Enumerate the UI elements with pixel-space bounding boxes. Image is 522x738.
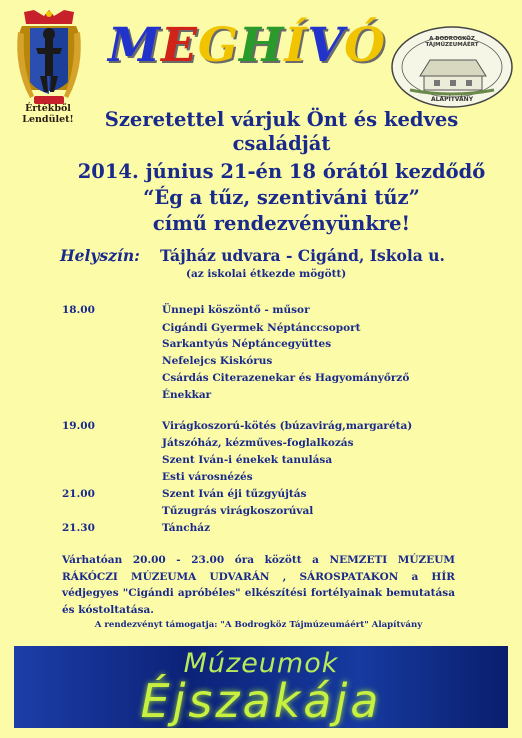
museums-night-banner [14,646,508,728]
location-value: Tájház udvara - Cigánd, Iskola u. [160,246,445,265]
invitation-title [108,18,388,82]
tasting-paragraph: Várhatóan 20.00 - 23.00 óra között a NEMZETI MÚZEUM RÁKÓCZI MÚZEUMA UDVARÁN , SÁROSPATAKON a HÍR védjegyes "Cigándi apróbéles" elkészítési fortélyainak bemutatása és kóstoltatása. [62,554,455,616]
title-letter: Í [284,18,308,73]
event-line: című rendezvényünkre! [152,212,411,235]
event-name: “Ég a tűz, szentiváni tűz” [143,186,420,209]
title-letter: M [108,18,162,73]
banner-top-text: Múzeumok [183,648,339,679]
program-time: 18.00 [62,304,95,316]
program-description: Énekkar [162,389,212,401]
location [60,246,445,265]
greeting-line-2: családját [232,132,331,155]
program-time: 19.00 [62,420,95,432]
program-description: Táncház [162,522,211,534]
program-time: 21.00 [62,488,95,500]
greeting-line-1: Szeretettel várjuk Önt és kedves [104,108,459,131]
program-description: Sarkantyús Néptáncegyüttes [162,338,332,350]
banner-bottom-text: Éjszakája [140,674,382,728]
title-letter: Ó [344,18,387,73]
program-description: Cigándi Gyermek Néptánccsoport [162,322,361,334]
program-description: Csárdás Citerazenekar és Hagyományőrző [162,372,410,384]
program-time: 21.30 [62,522,95,534]
title-letter: V [307,18,345,73]
program-description: Tűzugrás virágkoszorúval [162,505,314,517]
location-note: (az iskolai étkezde mögött) [186,268,347,280]
program-description: Szent Iván-i énekek tanulása [162,454,333,466]
title-letter: H [239,18,285,73]
program-description: Ünnepi köszöntő - műsor [162,304,310,316]
title-letter: G [197,18,239,73]
program-description: Nefelejcs Kiskórus [162,355,273,367]
location-label: Helyszín: [60,246,140,265]
program-description: Virágkoszorú-kötés (búzavirág,margaréta) [162,420,413,432]
title-letter: E [161,18,198,73]
program-description: Szent Iván éji tűzgyújtás [162,488,307,500]
stamp-text-top: A BODROGKÖZ TÁJMÚZEUMÁÉRT [425,36,479,48]
stamp-text-bottom: ALAPÍTVÁNY [430,96,474,103]
event-date: 2014. június 21-én 18 órától kezdődő [77,160,486,183]
program-description: Esti városnézés [162,471,253,483]
crest-motto: Értékből Lendület! [22,103,74,125]
program-description: Játszóház, kézműves-foglalkozás [162,437,354,449]
sponsor-note: A rendezvényt támogatja: "A Bodrogköz Tájmúzeumáért" Alapítvány [94,620,423,630]
